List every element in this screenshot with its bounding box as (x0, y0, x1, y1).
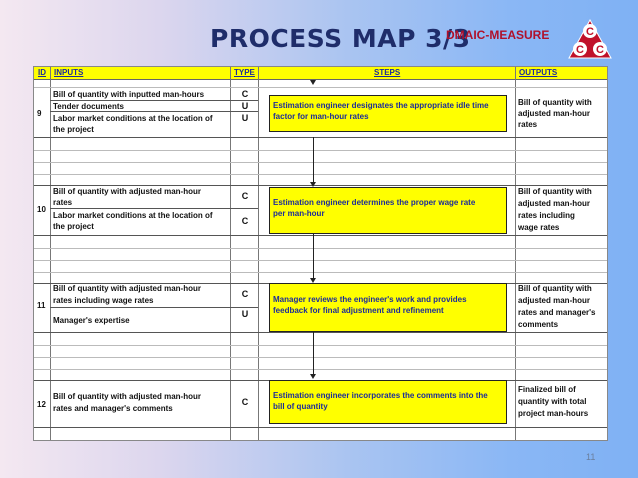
row-id: 9 (37, 109, 42, 118)
row-id: 12 (37, 400, 46, 409)
grid-line (34, 174, 607, 175)
output-line: rates and manager's (518, 308, 596, 317)
step-line: factor for man-hour rates (273, 112, 369, 121)
input-item: rates including wage rates (53, 296, 154, 305)
input-item: Bill of quantity with adjusted man-hour (53, 392, 201, 401)
header-outputs: OUTPUTS (519, 68, 558, 77)
process-map-table (33, 66, 608, 441)
output-line: wage rates (518, 223, 560, 232)
input-item: Labor market conditions at the location of (53, 211, 213, 220)
step-line: Manager reviews the engineer's work and provides (273, 295, 467, 304)
output-line: rates (518, 120, 538, 129)
flow-arrow-head (310, 374, 316, 379)
row-id: 10 (37, 205, 46, 214)
output-line: project man-hours (518, 409, 589, 418)
step-line: Estimation engineer incorporates the comments into the (273, 391, 488, 400)
grid-line (50, 208, 258, 209)
grid-line (34, 162, 607, 163)
input-item: rates and manager's comments (53, 404, 173, 413)
flow-arrow (313, 332, 314, 376)
header-inputs: INPUTS (54, 68, 84, 77)
input-item: rates (53, 198, 73, 207)
type-code: U (241, 113, 249, 123)
output-line: adjusted man-hour (518, 109, 591, 118)
grid-line (34, 260, 607, 261)
row-id: 11 (37, 301, 46, 310)
flow-arrow-head (310, 80, 316, 85)
grid-line (34, 357, 607, 358)
output-line: comments (518, 320, 559, 329)
header-type: TYPE (234, 68, 255, 77)
step-line: per man-hour (273, 209, 325, 218)
logo-letter: C (596, 44, 604, 56)
grid-line (34, 150, 607, 151)
grid-line (34, 332, 607, 333)
column-divider (258, 67, 259, 440)
flow-arrow (313, 137, 314, 185)
input-item: the project (53, 222, 94, 231)
page-number: 11 (586, 452, 596, 462)
company-logo (567, 18, 613, 60)
grid-line (34, 345, 607, 346)
process-step (269, 95, 507, 132)
input-item: Manager's expertise (53, 316, 130, 325)
type-code: C (241, 397, 249, 407)
input-item: the project (53, 125, 94, 134)
column-divider (50, 67, 51, 440)
input-item: Bill of quantity with adjusted man-hour (53, 187, 201, 196)
grid-line (34, 427, 607, 428)
grid-line (34, 248, 607, 249)
type-code: C (241, 216, 249, 226)
process-step (269, 380, 507, 424)
grid-line (34, 369, 607, 370)
table-header (34, 67, 607, 80)
header-steps: STEPS (374, 68, 401, 77)
output-line: Bill of quantity with (518, 187, 592, 196)
type-code: C (241, 289, 249, 299)
input-item: Tender documents (53, 102, 124, 111)
output-line: quantity with total (518, 397, 587, 406)
step-line: bill of quantity (273, 402, 328, 411)
step-line: Estimation engineer determines the proper wage rate (273, 198, 476, 207)
logo-letter: C (576, 44, 584, 56)
grid-line (50, 307, 258, 308)
flow-arrow (313, 234, 314, 280)
output-line: rates including (518, 211, 575, 220)
type-code: U (241, 101, 249, 111)
process-step (269, 187, 507, 234)
logo-letter: C (586, 26, 594, 38)
output-line: Bill of quantity with (518, 98, 592, 107)
slide-title: PROCESS MAP 3/3 (210, 24, 471, 53)
input-item: Labor market conditions at the location of (53, 114, 213, 123)
grid-line (34, 137, 607, 138)
output-line: Bill of quantity with (518, 284, 592, 293)
column-divider (515, 67, 516, 440)
grid-line (34, 87, 607, 88)
type-code: C (241, 89, 249, 99)
process-step (269, 283, 507, 332)
input-item: Bill of quantity with adjusted man-hour (53, 284, 201, 293)
grid-line (34, 272, 607, 273)
step-line: Estimation engineer designates the appropriate idle time (273, 101, 489, 110)
output-line: adjusted man-hour (518, 199, 591, 208)
type-code: C (241, 191, 249, 201)
output-line: adjusted man-hour (518, 296, 591, 305)
column-divider (230, 67, 231, 440)
output-line: Finalized bill of (518, 385, 576, 394)
dmaic-tag: DMAIC-MEASURE (446, 28, 550, 42)
grid-line (34, 235, 607, 236)
header-id: ID (38, 68, 46, 77)
type-code: U (241, 309, 249, 319)
step-line: feedback for final adjustment and refinement (273, 306, 444, 315)
input-item: Bill of quantity with inputted man-hours (53, 90, 205, 99)
